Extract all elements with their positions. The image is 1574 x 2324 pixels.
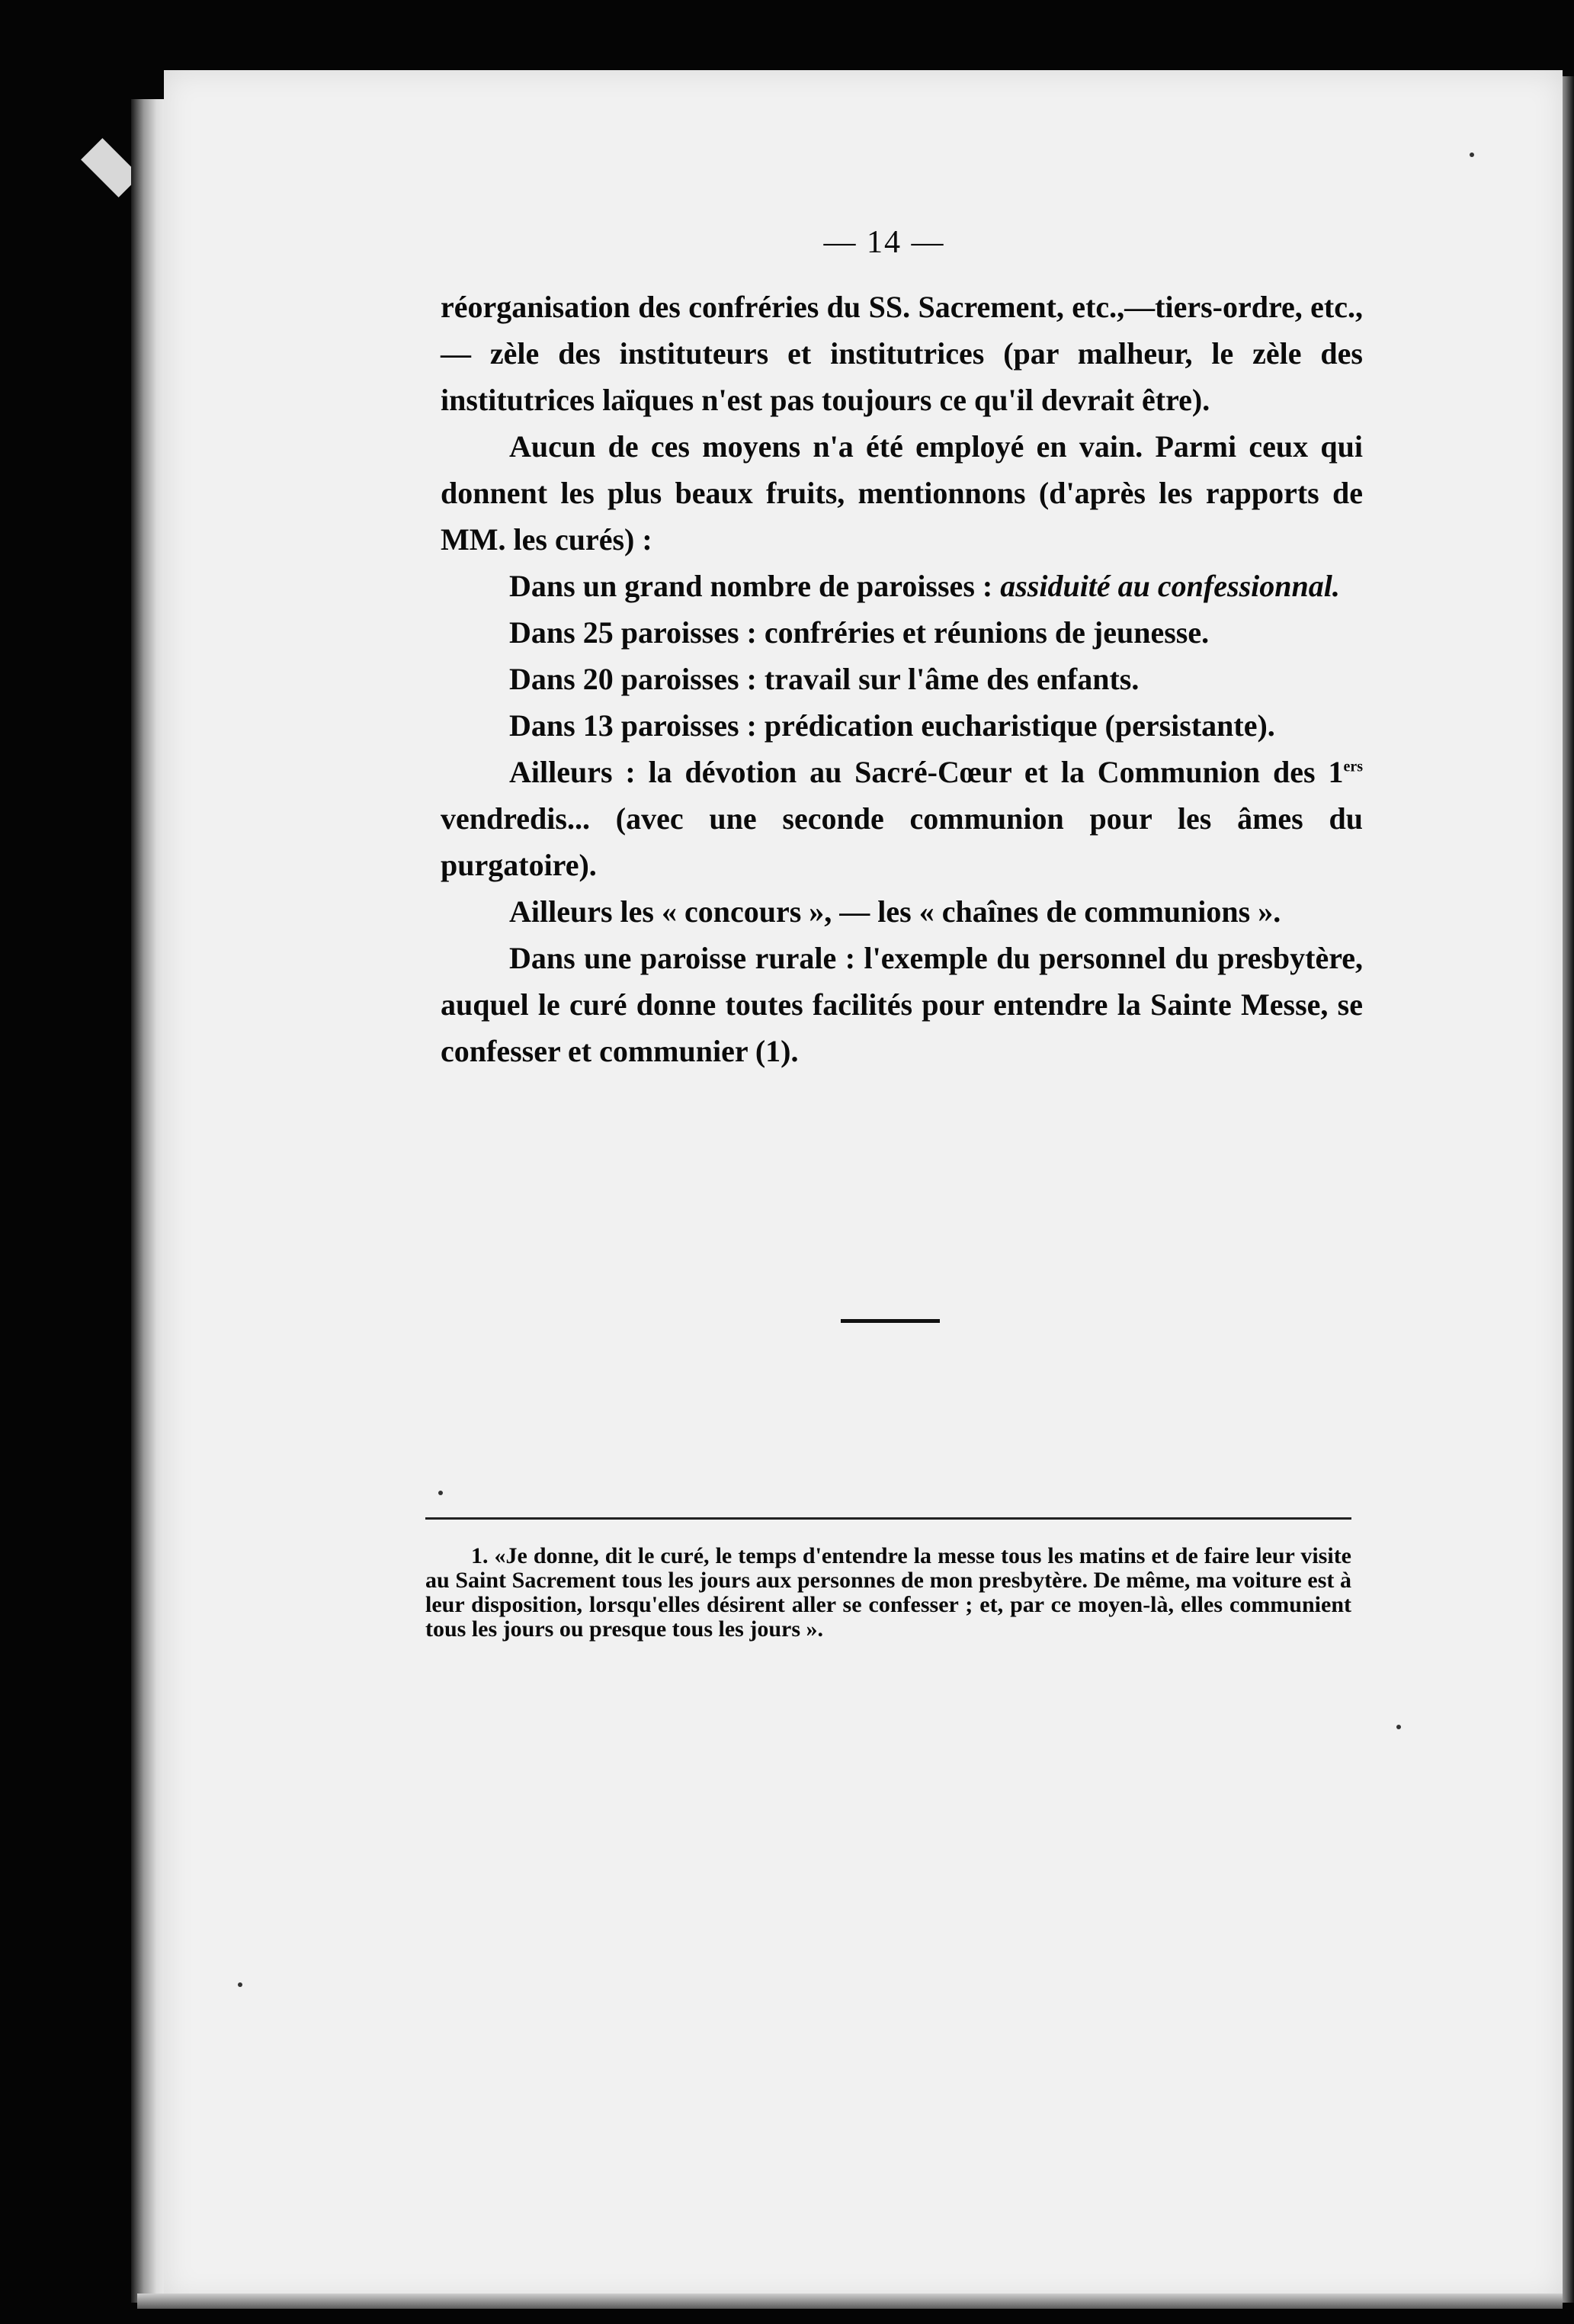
section-separator (841, 1319, 940, 1323)
paper-speck (238, 1982, 242, 1987)
paragraph: Dans 13 paroisses : prédication eucharistique (persistante). (509, 708, 1275, 743)
paragraph: Ailleurs les « concours », — les « chaînes de communions ». (509, 894, 1281, 929)
footnote-rule (425, 1517, 1351, 1520)
paragraph (441, 563, 1363, 609)
paper-speck (1396, 1725, 1401, 1729)
paragraph-lead: Dans un grand nombre de paroisses : (509, 569, 1001, 603)
paragraph: réorganisation des confréries du SS. Sacrement, etc.,—tiers-ordre, etc., — zèle des instituteurs et institutrices (par malheur, le zèle des institutrices laïques n'est pas toujours ce qu'il devrait être). (441, 290, 1363, 417)
footnote (425, 1544, 1351, 1642)
paragraph: Dans une paroisse rurale : l'exemple du personnel du presbytère, auquel le curé donne toutes facilités pour entendre la Sainte Messe, se confesser et communier (1). (441, 941, 1363, 1068)
paper-speck (438, 1491, 443, 1495)
paragraph: Dans 20 paroisses : travail sur l'âme des enfants. (509, 662, 1140, 696)
emphasis-text: assiduité au confessionnal. (1000, 569, 1340, 603)
page-left-edge (131, 99, 168, 2303)
page-bottom-edge (137, 2294, 1563, 2309)
paper-speck (1470, 152, 1474, 157)
page-number: — 14 — (823, 225, 945, 260)
footnote-text: 1. «Je donne, dit le curé, le temps d'entendre la messe tous les matins et de faire leur visite au Saint Sacrement tous les jours aux personnes de mon presbytère. De même, ma voiture est à leur disposition, lorsqu'elles désirent aller se confesser ; et, par ce moyen-là, elles communient tous les jours ou presque tous les jours ». (425, 1543, 1351, 1642)
paragraph-lead: Ailleurs : la dévotion au Sacré-Cœur et la Communion des 1 (509, 755, 1344, 789)
paragraph (441, 749, 1363, 888)
paragraph: Aucun de ces moyens n'a été employé en vain. Parmi ceux qui donnent les plus beaux fruits, mentionnons (d'après les rapports de MM. les curés) : (441, 429, 1363, 557)
paragraph: Dans 25 paroisses : confréries et réunions de jeunesse. (509, 615, 1210, 650)
page-body (441, 284, 1363, 1074)
superscript: ers (1343, 758, 1363, 775)
paragraph-rest: vendredis... (avec une seconde communion pour les âmes du purgatoire). (441, 801, 1363, 882)
